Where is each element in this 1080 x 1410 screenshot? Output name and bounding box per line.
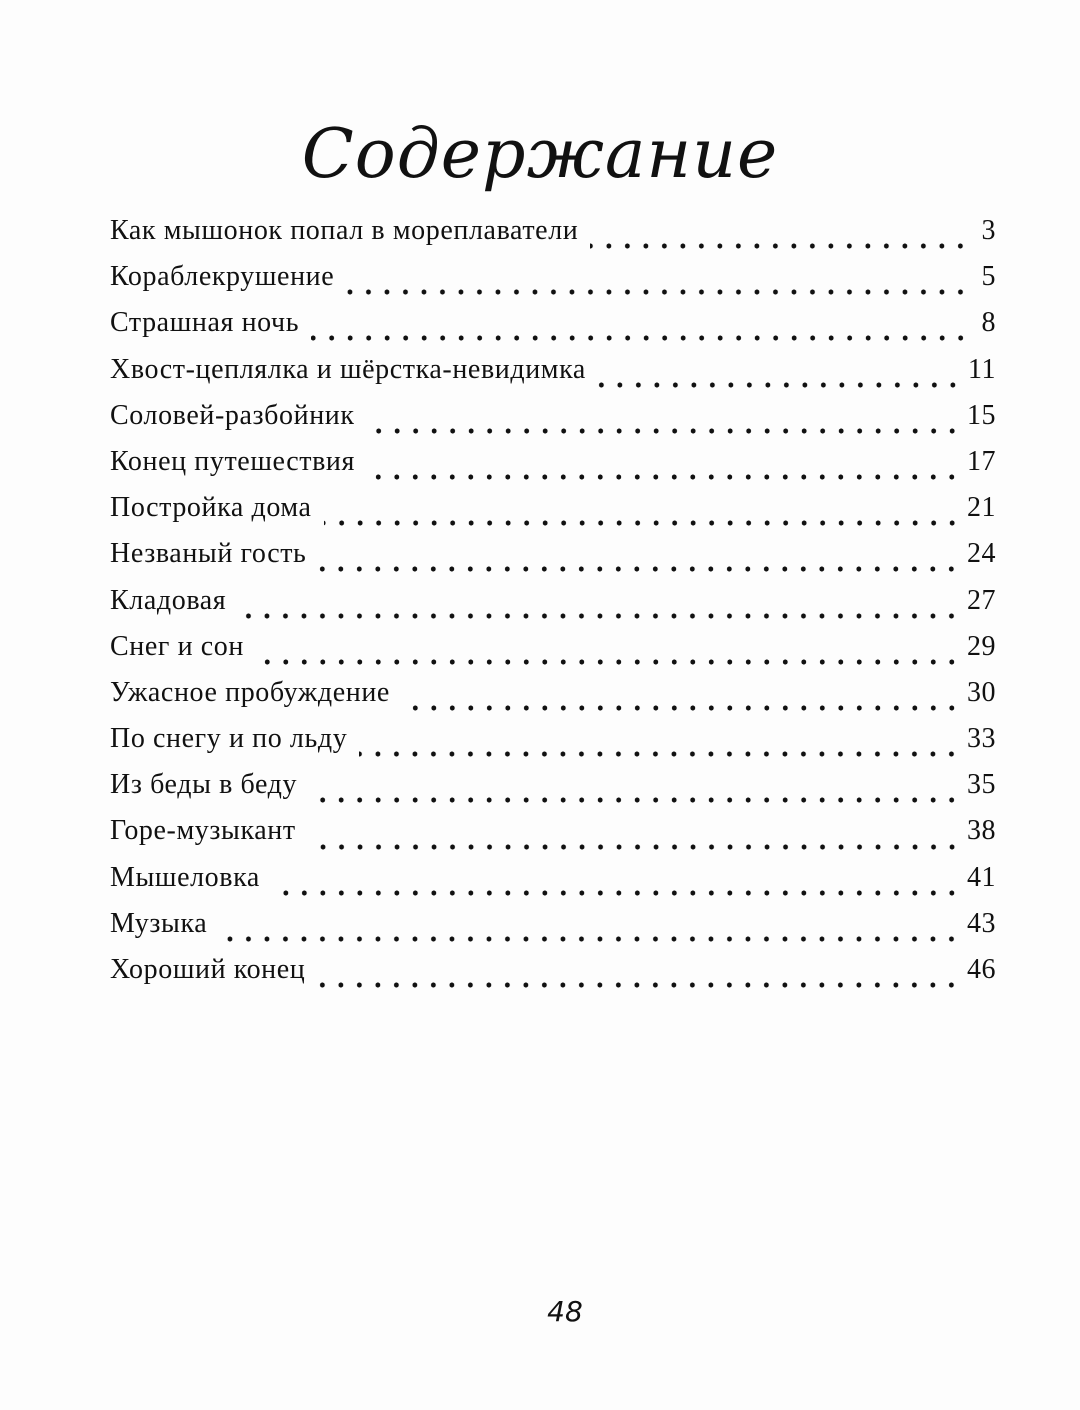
toc-entry-page: 5 xyxy=(981,261,996,293)
dot-leader xyxy=(311,334,970,342)
dot-leader xyxy=(324,519,961,527)
toc-entry xyxy=(110,631,996,677)
toc-entry xyxy=(110,677,996,723)
toc-entry-page: 15 xyxy=(967,399,996,431)
dot-leader xyxy=(402,704,961,712)
dot-leader xyxy=(256,658,961,666)
toc-entry-title: Соловей-разбойник xyxy=(110,399,355,431)
toc-entry-title: Хвост-цеплялка и шёрстка-невидимка xyxy=(110,353,586,385)
dot-leader xyxy=(367,427,961,435)
toc-entry xyxy=(110,446,996,492)
dot-leader xyxy=(238,612,961,620)
dot-leader xyxy=(318,565,961,573)
dot-leader xyxy=(309,796,961,804)
toc-entry xyxy=(110,538,996,584)
toc-entry xyxy=(110,815,996,861)
toc-entry-title: По снегу и по льду xyxy=(110,723,348,755)
toc-entry-title: Незваный гость xyxy=(110,538,307,570)
toc-entry-title: Мышеловка xyxy=(110,861,260,893)
dot-leader xyxy=(590,242,970,250)
dot-leader xyxy=(219,935,961,943)
dot-leader xyxy=(598,381,962,389)
toc-entry xyxy=(110,492,996,538)
toc-entry-page: 30 xyxy=(967,676,996,708)
toc-entry-page: 27 xyxy=(967,584,996,616)
table-of-contents xyxy=(110,215,996,1000)
dot-leader xyxy=(317,981,961,989)
dot-leader xyxy=(367,473,961,481)
toc-entry xyxy=(110,215,996,261)
dot-leader xyxy=(308,843,961,851)
dot-leader xyxy=(272,889,961,897)
toc-entry-page: 17 xyxy=(967,445,996,477)
page-title: Содержание xyxy=(301,115,779,194)
toc-entry-page: 41 xyxy=(967,861,996,893)
toc-entry xyxy=(110,585,996,631)
toc-entry-page: 33 xyxy=(967,723,996,755)
toc-entry-title: Снег и сон xyxy=(110,630,244,662)
toc-entry-page: 8 xyxy=(981,307,996,339)
toc-entry-title: Горе-музыкант xyxy=(110,815,296,847)
toc-entry-title: Из беды в беду xyxy=(110,769,298,801)
toc-entry-page: 38 xyxy=(967,815,996,847)
toc-entry-page: 3 xyxy=(981,215,996,246)
toc-entry-title: Постройка дома xyxy=(110,492,312,524)
toc-entry-page: 21 xyxy=(967,492,996,524)
toc-entry xyxy=(110,261,996,307)
toc-entry xyxy=(110,354,996,400)
toc-entry-title: Ужасное пробуждение xyxy=(110,676,390,708)
toc-entry xyxy=(110,723,996,769)
toc-entry-page: 24 xyxy=(967,538,996,570)
toc-entry-title: Кладовая xyxy=(110,584,227,616)
toc-entry-page: 43 xyxy=(967,907,996,939)
toc-entry-title: Конец путешествия xyxy=(110,445,355,477)
toc-entry-page: 35 xyxy=(967,769,996,801)
toc-entry xyxy=(110,908,996,954)
toc-entry-page: 11 xyxy=(968,353,996,385)
toc-entry xyxy=(110,307,996,353)
dot-leader xyxy=(346,288,970,296)
toc-entry xyxy=(110,862,996,908)
toc-entry-page: 29 xyxy=(967,630,996,662)
toc-entry-title: Музыка xyxy=(110,907,208,939)
page-number: 48 xyxy=(547,1295,583,1328)
toc-entry-title: Как мышонок попал в мореплаватели xyxy=(110,215,579,246)
toc-entry xyxy=(110,769,996,815)
toc-entry xyxy=(110,400,996,446)
toc-entry-title: Кораблекрушение xyxy=(110,261,335,293)
toc-entry-title: Хороший конец xyxy=(110,954,306,985)
toc-entry-title: Страшная ночь xyxy=(110,307,300,339)
dot-leader xyxy=(359,750,961,758)
toc-entry-page: 46 xyxy=(967,954,996,985)
toc-entry xyxy=(110,954,996,1000)
